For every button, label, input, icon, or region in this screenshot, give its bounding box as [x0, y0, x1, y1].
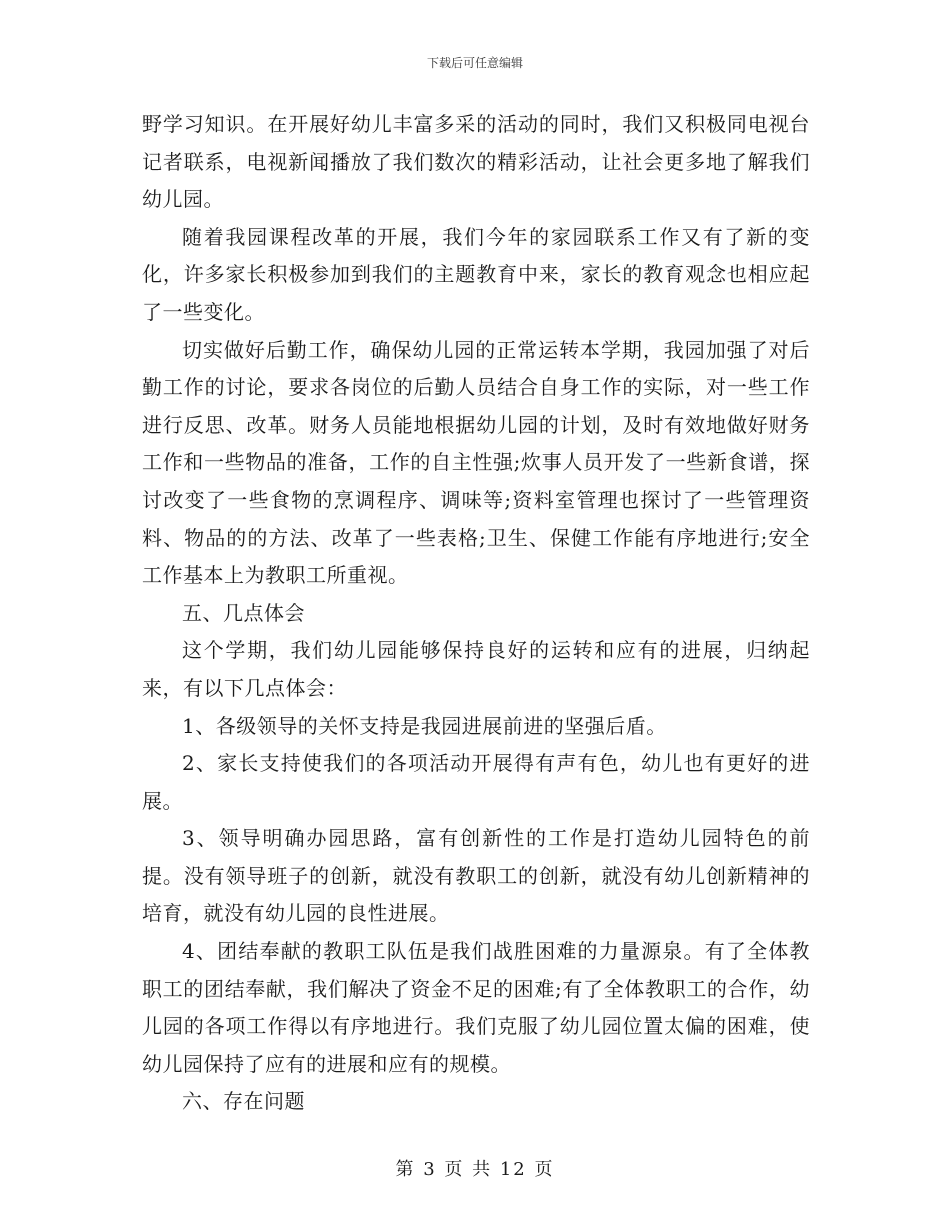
list-item-4: 4、团结奉献的教职工队伍是我们战胜困难的力量源泉。有了全体教职工的团结奉献，我们解决了资金不足的困难;有了全体教职工的合作，幼儿园的各项工作得以有序地进行。我们克服了幼儿园位置太偏的困难，使幼儿园保持了应有的进展和应有的规模。 [142, 939, 810, 1076]
document-body [142, 106, 810, 1121]
section-heading-6: 六、存在问题 [182, 1089, 305, 1114]
page-footer: 第 3 页 共 12 页 [395, 1159, 555, 1180]
paragraph-4: 这个学期，我们幼儿园能够保持良好的运转和应有的进展，归纳起来，有以下几点体会： [142, 638, 810, 700]
paragraph-1: 野学习知识。在开展好幼儿丰富多采的活动的同时，我们又积极同电视台记者联系，电视新闻播放了我们数次的精彩活动，让社会更多地了解我们幼儿园。 [142, 112, 810, 212]
paragraph-2: 随着我园课程改革的开展，我们今年的家园联系工作又有了新的变化，许多家长积极参加到我们的主题教育中来，家长的教育观念也相应起了一些变化。 [142, 224, 810, 324]
paragraph-3: 切实做好后勤工作，确保幼儿园的正常运转本学期，我园加强了对后勤工作的讨论，要求各岗位的后勤人员结合自身工作的实际，对一些工作进行反思、改革。财务人员能地根据幼儿园的计划，及时有效地做好财务工作和一些物品的准备，工作的自主性强;炊事人员开发了一些新食谱，探讨改变了一些食物的烹调程序、调味等;资料室管理也探讨了一些管理资料、物品的的方法、改革了一些表格;卫生、保健工作能有序地进行;安全工作基本上为教职工所重视。 [142, 337, 810, 588]
list-item-3: 3、领导明确办园思路，富有创新性的工作是打造幼儿园特色的前提。没有领导班子的创新，就没有教职工的创新，就没有幼儿创新精神的培育，就没有幼儿园的良性进展。 [142, 826, 810, 926]
list-item-1: 1、各级领导的关怀支持是我园进展前进的坚强后盾。 [182, 713, 667, 738]
section-heading-5: 五、几点体会 [182, 600, 305, 625]
page-header: 下载后可任意编辑 [426, 56, 523, 70]
list-item-2: 2、家长支持使我们的各项活动开展得有声有色，幼儿也有更好的进展。 [142, 751, 810, 813]
